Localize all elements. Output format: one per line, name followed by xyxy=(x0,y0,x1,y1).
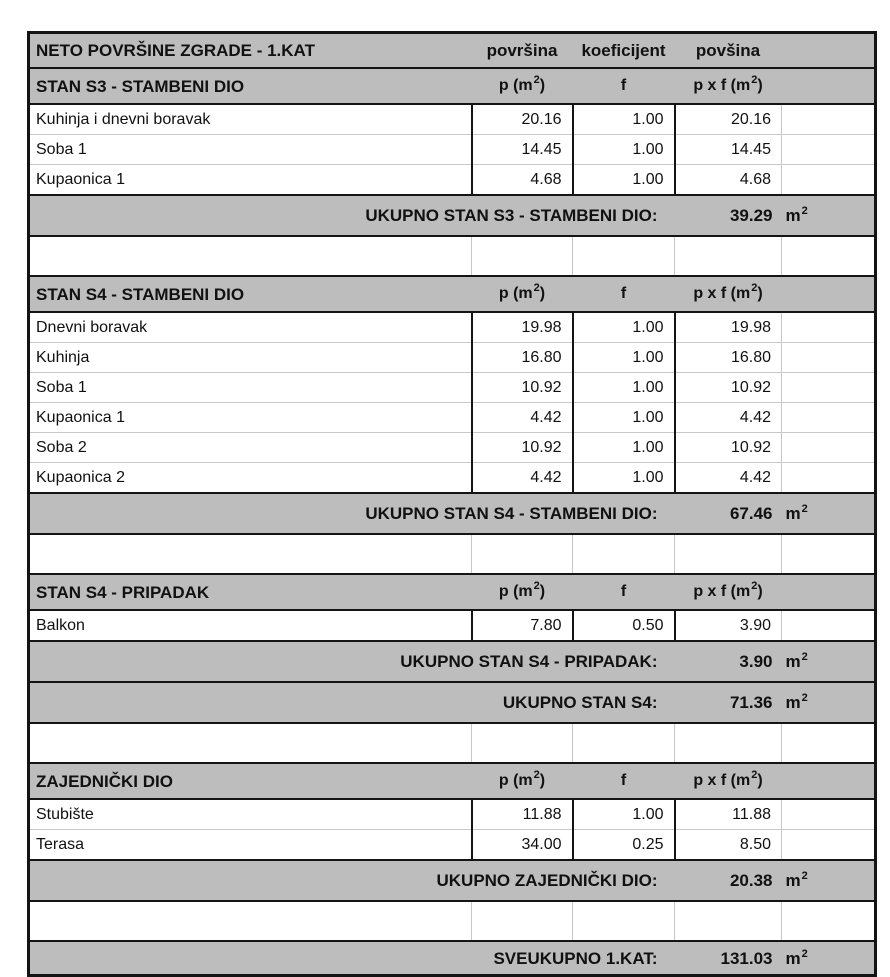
area-value: 16.80 xyxy=(472,343,573,373)
product-value: 4.42 xyxy=(675,403,782,433)
room-label: Kuhinja i dnevni boravak xyxy=(29,104,472,135)
empty-cell xyxy=(782,165,876,196)
table-row xyxy=(29,610,876,641)
empty-cell xyxy=(782,276,876,312)
table-row xyxy=(29,799,876,830)
total-unit: $m^2$ xyxy=(782,195,876,236)
area-value: 34.00 xyxy=(472,830,573,861)
col-header-pxf: p x f $(m^2)$ xyxy=(675,574,782,610)
product-value: 10.92 xyxy=(675,373,782,403)
product-value: 4.68 xyxy=(675,165,782,196)
empty-cell xyxy=(782,343,876,373)
empty-cell xyxy=(782,33,876,69)
area-value: 10.92 xyxy=(472,433,573,463)
net-areas-table xyxy=(27,31,877,977)
total-row-stan-s4-pripadak xyxy=(29,641,876,682)
empty-cell xyxy=(782,763,876,799)
coefficient-value: 1.00 xyxy=(573,433,675,463)
empty-cell xyxy=(782,312,876,343)
spacer-row xyxy=(29,236,876,276)
total-value: 67.46 xyxy=(675,493,782,534)
table-row xyxy=(29,312,876,343)
section-header-stan-s4 xyxy=(29,276,876,312)
total-row-stan-s4 xyxy=(29,682,876,723)
col-header-p: p $(m^2)$ xyxy=(472,763,573,799)
table-title-row xyxy=(29,33,876,69)
product-value: 14.45 xyxy=(675,135,782,165)
coefficient-value: 1.00 xyxy=(573,799,675,830)
column-header-koeficijent: koeficijent xyxy=(573,33,675,69)
total-value: 3.90 xyxy=(675,641,782,682)
table-row xyxy=(29,165,876,196)
coefficient-value: 1.00 xyxy=(573,165,675,196)
col-header-pxf: p x f $(m^2)$ xyxy=(675,68,782,104)
page-title: NETO POVRŠINE ZGRADE - 1.KAT xyxy=(29,33,472,69)
spacer-row xyxy=(29,534,876,574)
col-header-f: f xyxy=(573,276,675,312)
total-unit: $m^2$ xyxy=(782,641,876,682)
col-header-p: p $(m^2)$ xyxy=(472,574,573,610)
section-header-stan-s4-pripadak xyxy=(29,574,876,610)
table-row xyxy=(29,433,876,463)
product-value: 10.92 xyxy=(675,433,782,463)
col-header-f: f xyxy=(573,68,675,104)
section-title: ZAJEDNIČKI DIO xyxy=(29,763,472,799)
room-label: Soba 2 xyxy=(29,433,472,463)
column-header-povsina: povšina xyxy=(675,33,782,69)
coefficient-value: 1.00 xyxy=(573,343,675,373)
grand-total-value: 131.03 xyxy=(675,941,782,976)
total-unit: $m^2$ xyxy=(782,682,876,723)
spacer-row xyxy=(29,901,876,941)
table-row xyxy=(29,343,876,373)
product-value: 3.90 xyxy=(675,610,782,641)
product-value: 19.98 xyxy=(675,312,782,343)
product-value: 8.50 xyxy=(675,830,782,861)
table-row xyxy=(29,135,876,165)
coefficient-value: 0.25 xyxy=(573,830,675,861)
room-label: Stubište xyxy=(29,799,472,830)
empty-cell xyxy=(782,799,876,830)
total-row-stan-s4-stambeni xyxy=(29,493,876,534)
area-value: 19.98 xyxy=(472,312,573,343)
total-unit: $m^2$ xyxy=(782,493,876,534)
coefficient-value: 1.00 xyxy=(573,135,675,165)
empty-cell xyxy=(782,610,876,641)
coefficient-value: 1.00 xyxy=(573,403,675,433)
table-row xyxy=(29,104,876,135)
table-row xyxy=(29,463,876,494)
empty-cell xyxy=(782,830,876,861)
col-header-f: f xyxy=(573,574,675,610)
total-value: 20.38 xyxy=(675,860,782,901)
total-label: UKUPNO STAN S3 - STAMBENI DIO: xyxy=(29,195,675,236)
col-header-p: p $(m^2)$ xyxy=(472,276,573,312)
area-value: 7.80 xyxy=(472,610,573,641)
spacer-row xyxy=(29,723,876,763)
room-label: Balkon xyxy=(29,610,472,641)
room-label: Terasa xyxy=(29,830,472,861)
total-unit: $m^2$ xyxy=(782,860,876,901)
empty-cell xyxy=(782,403,876,433)
area-value: 11.88 xyxy=(472,799,573,830)
col-header-p: p $(m^2)$ xyxy=(472,68,573,104)
product-value: 20.16 xyxy=(675,104,782,135)
grand-total-label: SVEUKUPNO 1.KAT: xyxy=(29,941,675,976)
total-label: UKUPNO ZAJEDNIČKI DIO: xyxy=(29,860,675,901)
coefficient-value: 1.00 xyxy=(573,373,675,403)
grand-total-unit: $m^2$ xyxy=(782,941,876,976)
section-header-stan-s3 xyxy=(29,68,876,104)
table-row xyxy=(29,830,876,861)
product-value: 11.88 xyxy=(675,799,782,830)
empty-cell xyxy=(782,104,876,135)
total-row-zajednicki-dio xyxy=(29,860,876,901)
column-header-povrsina: površina xyxy=(472,33,573,69)
section-title: STAN S4 - PRIPADAK xyxy=(29,574,472,610)
room-label: Kupaonica 2 xyxy=(29,463,472,494)
room-label: Soba 1 xyxy=(29,373,472,403)
area-value: 10.92 xyxy=(472,373,573,403)
col-header-pxf: p x f $(m^2)$ xyxy=(675,763,782,799)
col-header-pxf: p x f $(m^2)$ xyxy=(675,276,782,312)
coefficient-value: 1.00 xyxy=(573,463,675,494)
area-value: 4.68 xyxy=(472,165,573,196)
coefficient-value: 0.50 xyxy=(573,610,675,641)
table-row xyxy=(29,373,876,403)
col-header-f: f xyxy=(573,763,675,799)
total-row-stan-s3 xyxy=(29,195,876,236)
empty-cell xyxy=(782,463,876,494)
empty-cell xyxy=(782,574,876,610)
total-value: 39.29 xyxy=(675,195,782,236)
section-header-zajednicki-dio xyxy=(29,763,876,799)
area-value: 20.16 xyxy=(472,104,573,135)
coefficient-value: 1.00 xyxy=(573,312,675,343)
table-row xyxy=(29,403,876,433)
section-title: STAN S3 - STAMBENI DIO xyxy=(29,68,472,104)
area-value: 4.42 xyxy=(472,403,573,433)
room-label: Kupaonica 1 xyxy=(29,165,472,196)
section-title: STAN S4 - STAMBENI DIO xyxy=(29,276,472,312)
empty-cell xyxy=(782,68,876,104)
grand-total-row xyxy=(29,941,876,976)
room-label: Kuhinja xyxy=(29,343,472,373)
total-label: UKUPNO STAN S4 - PRIPADAK: xyxy=(29,641,675,682)
empty-cell xyxy=(782,135,876,165)
room-label: Kupaonica 1 xyxy=(29,403,472,433)
area-value: 14.45 xyxy=(472,135,573,165)
product-value: 4.42 xyxy=(675,463,782,494)
empty-cell xyxy=(782,373,876,403)
area-value: 4.42 xyxy=(472,463,573,494)
coefficient-value: 1.00 xyxy=(573,104,675,135)
total-label: UKUPNO STAN S4 - STAMBENI DIO: xyxy=(29,493,675,534)
product-value: 16.80 xyxy=(675,343,782,373)
total-value: 71.36 xyxy=(675,682,782,723)
room-label: Soba 1 xyxy=(29,135,472,165)
total-label: UKUPNO STAN S4: xyxy=(29,682,675,723)
empty-cell xyxy=(782,433,876,463)
room-label: Dnevni boravak xyxy=(29,312,472,343)
